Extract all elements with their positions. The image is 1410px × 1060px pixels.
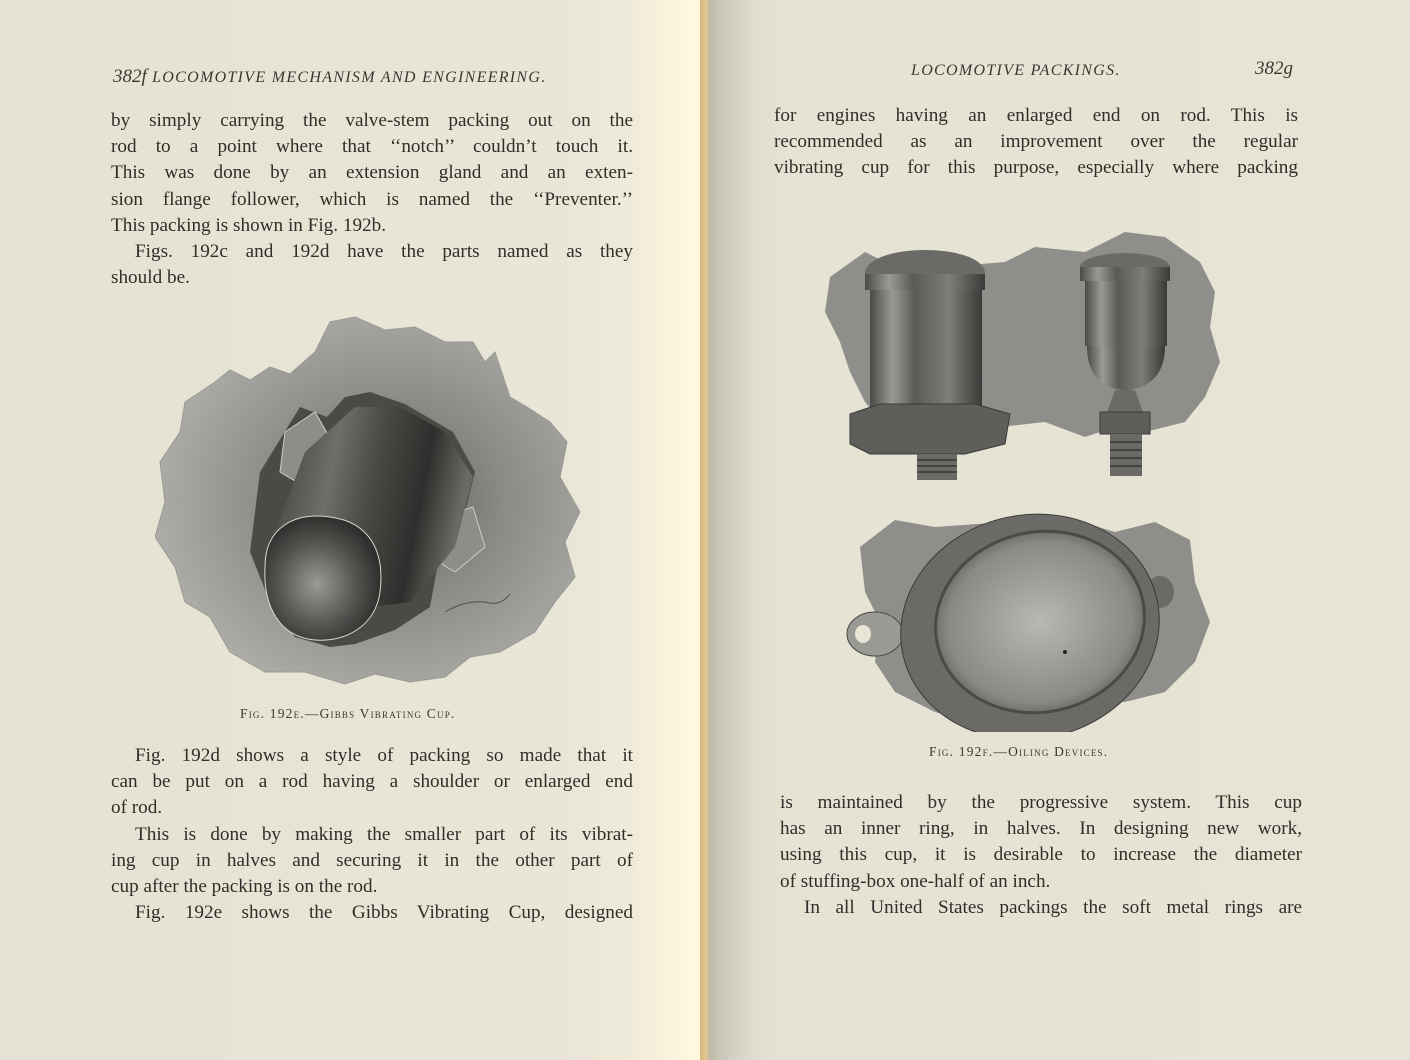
text-line: has an inner ring, in halves. In designing new work, (780, 818, 1302, 840)
gibbs-vibrating-cup-figure (155, 312, 585, 692)
text-line: rod to a point where that ‘‘notch’’ couldn’t touch it. (111, 136, 633, 158)
right-folio: 382g (1255, 58, 1293, 79)
oiling-devices-figure (825, 222, 1225, 732)
left-page (0, 0, 700, 1060)
text-line: should be. (111, 267, 190, 289)
text-line: This packing is shown in Fig. 192b. (111, 214, 387, 236)
text-line: sion flange follower, which is named the ‘‘Preventer.’’ (111, 188, 633, 210)
text-line: Figs. 192c and 192d have the parts named as they (135, 241, 633, 262)
left-paragraph-4 (111, 822, 633, 901)
text-line: of stuffing-box one-half of an inch. (780, 870, 1051, 892)
right-running-head-title: LOCOMOTIVE PACKINGS. (911, 62, 1121, 79)
left-paragraph-1 (111, 108, 633, 239)
text-line: recommended as an improvement over the regular (774, 131, 1298, 153)
right-paragraph-2 (780, 790, 1302, 895)
text-line: This was done by an extension gland and an exten- (111, 162, 633, 184)
oiling-devices-engraving-icon (825, 222, 1225, 732)
left-running-head-title: LOCOMOTIVE MECHANISM AND ENGINEERING. (152, 69, 547, 86)
figure-192f-caption: Fig. 192f.—Oiling Devices. (929, 744, 1109, 759)
left-paragraph-5 (111, 900, 633, 926)
text-line: using this cup, it is desirable to increase the diameter (780, 844, 1302, 866)
text-line: by simply carrying the valve-stem packing out on the (111, 110, 633, 131)
figure-192e-caption: Fig. 192e.—Gibbs Vibrating Cup. (240, 706, 456, 721)
text-line: This is done by making the smaller part of its vibrat- (135, 824, 633, 845)
right-paragraph-3 (780, 895, 1302, 921)
left-paragraph-3 (111, 743, 633, 822)
text-line: of rod. (111, 797, 163, 819)
text-line: Fig. 192d shows a style of packing so made that it (135, 745, 633, 766)
gibbs-cup-engraving-icon (155, 312, 585, 692)
text-line: is maintained by the progressive system. This cup (780, 792, 1302, 813)
text-line: Fig. 192e shows the Gibbs Vibrating Cup, designed (135, 902, 633, 923)
left-paragraph-2 (111, 239, 633, 291)
text-line: ing cup in halves and securing it in the other part of (111, 850, 633, 872)
left-folio: 382f (113, 66, 147, 87)
text-line: can be put on a rod having a shoulder or enlarged end (111, 771, 633, 793)
left-running-head (113, 66, 547, 88)
text-line: vibrating cup for this purpose, especially where packing (774, 157, 1298, 179)
right-page (700, 0, 1410, 1060)
right-paragraph-1 (774, 103, 1298, 182)
text-line: cup after the packing is on the rod. (111, 876, 378, 898)
text-line: for engines having an enlarged end on rod. This is (774, 105, 1298, 126)
text-line: In all United States packings the soft metal rings are (804, 897, 1302, 918)
